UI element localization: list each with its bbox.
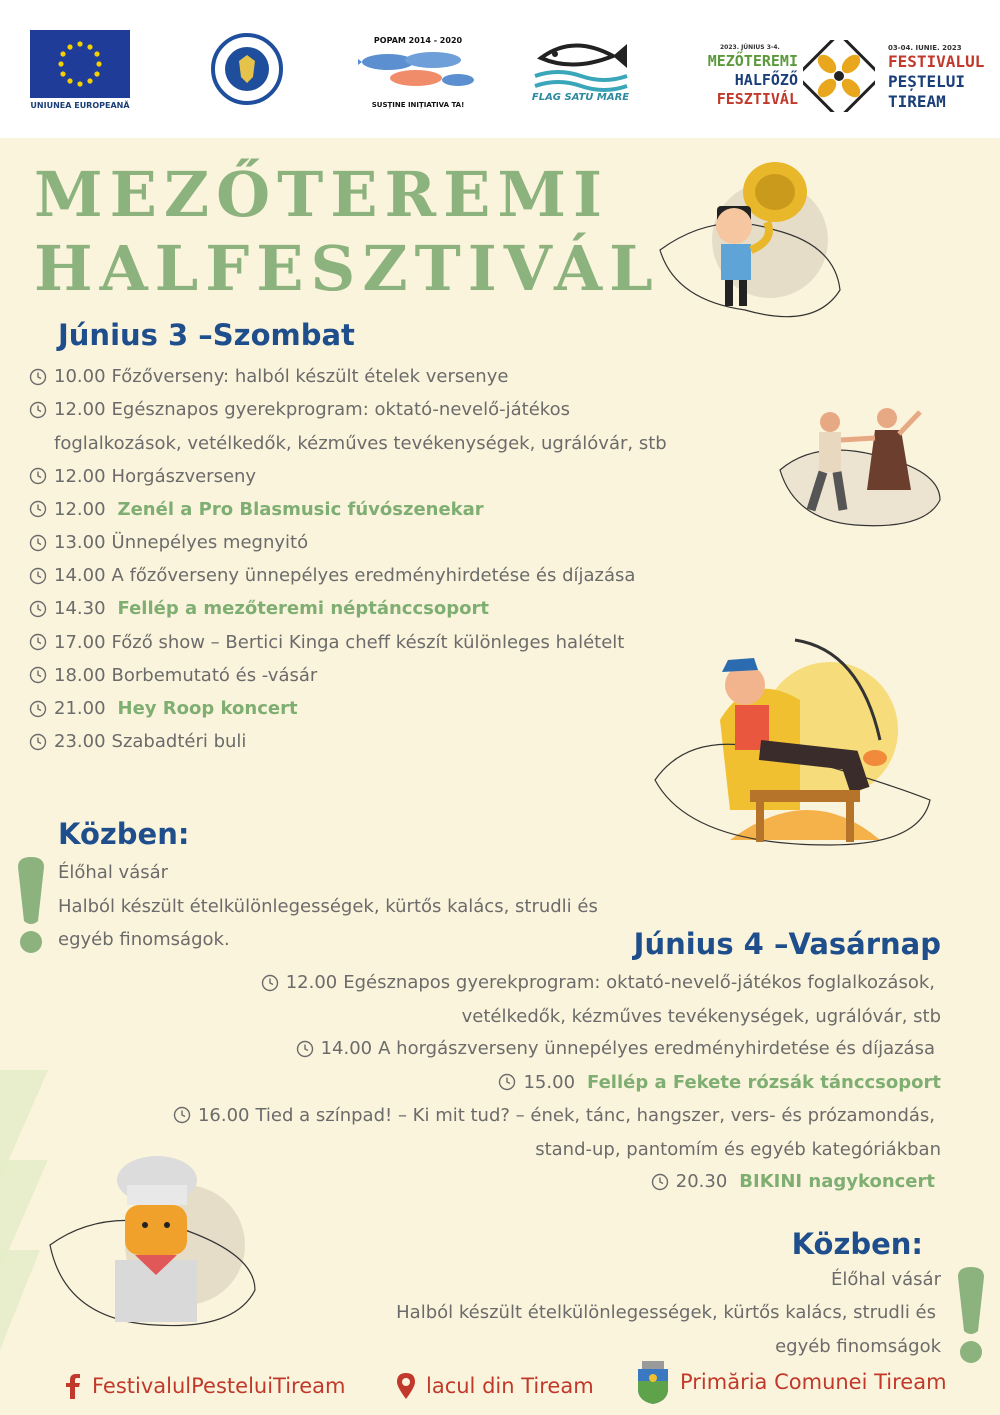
clock-icon xyxy=(173,1106,191,1124)
clock-icon xyxy=(261,974,279,992)
schedule-item xyxy=(29,493,484,526)
fest-ro-line-1: FESTIVALUL xyxy=(888,52,985,71)
schedule-time: 18.00 xyxy=(54,664,106,686)
schedule-time: 23.00 xyxy=(54,731,106,753)
schedule-time: 14.00 xyxy=(320,1038,373,1060)
meanwhile1-line-3: egyéb finomságok. xyxy=(58,929,230,950)
schedule-text: Horgászverseny xyxy=(111,465,257,487)
flag-fish-icon xyxy=(533,38,628,92)
schedule-time: 13.00 xyxy=(54,532,106,553)
schedule-text: Egésznapos gyerekprogram: oktató-nevelő-játékos foglalkozások, xyxy=(343,972,935,993)
clock-icon xyxy=(29,368,47,386)
schedule-highlight: BIKINI nagykoncert xyxy=(739,1171,935,1193)
clock-icon xyxy=(29,401,47,419)
schedule-text: A horgászverseny ünnepélyes eredményhirdetése és díjazása xyxy=(378,1038,935,1060)
schedule-highlight: Hey Roop koncert xyxy=(117,698,298,719)
location-pin-icon xyxy=(396,1372,416,1400)
schedule-item-continued: vetélkedők, kézműves tevékenységek, ugrálóvár, stb xyxy=(461,1006,941,1028)
schedule-text: Ünnepélyes megnyitó xyxy=(111,532,309,553)
schedule-item-continued: foglalkozások, vetélkedők, kézműves tevékenységek, ugrálóvár, stb xyxy=(54,433,667,455)
schedule-time: 12.00 xyxy=(54,399,106,421)
schedule-text: Egésznapos gyerekprogram: oktató-nevelő-játékos xyxy=(111,399,570,421)
location-label: lacul din Tiream xyxy=(426,1374,594,1398)
eu-flag-icon xyxy=(30,30,130,98)
facebook-label: FestivalulPesteluiTiream xyxy=(92,1374,346,1398)
schedule-item xyxy=(296,1032,941,1065)
schedule-time: 21.00 xyxy=(54,698,106,719)
schedule-time: 16.00 xyxy=(197,1104,250,1126)
schedule-time: 20.30 xyxy=(675,1171,728,1193)
schedule-highlight: Fellép a mezőteremi néptánccsoport xyxy=(117,598,489,620)
footer-location[interactable] xyxy=(396,1370,594,1402)
schedule-text: Főzőverseny: halból készült ételek versenye xyxy=(111,366,509,387)
fest-hu-line-2: HALFŐZŐ xyxy=(734,71,798,89)
fest-hu-line-3: FESZTIVÁL xyxy=(716,90,798,108)
schedule-time: 15.00 xyxy=(523,1071,576,1093)
schedule-highlight: Zenél a Pro Blasmusic fúvószenekar xyxy=(117,498,484,520)
footer-facebook[interactable] xyxy=(64,1370,345,1402)
clock-icon xyxy=(29,500,47,518)
fest-ro-small: 03-04. IUNIE. 2023 xyxy=(888,44,962,52)
schedule-text: Szabadtéri buli xyxy=(111,731,247,753)
schedule-text: Tied a színpad! – Ki mit tud? – ének, tánc, hangszer, vers- és prózamondás, xyxy=(255,1104,935,1126)
clock-icon xyxy=(29,600,47,618)
meanwhile1-heading: Közben: xyxy=(58,817,190,851)
schedule-item xyxy=(29,393,576,426)
clock-icon xyxy=(498,1073,516,1091)
schedule-item xyxy=(261,966,941,999)
page-title-line-1: MEZŐTEREMI xyxy=(34,158,609,231)
schedule-time: 14.00 xyxy=(54,565,106,587)
town-coat-of-arms-icon xyxy=(636,1359,670,1405)
schedule-time: 14.30 xyxy=(54,598,106,620)
schedule-item xyxy=(651,1165,935,1198)
exclamation-icon xyxy=(14,855,48,955)
schedule-item xyxy=(29,725,252,758)
meanwhile2-line-3: egyéb finomságok xyxy=(775,1336,941,1357)
exclamation-icon xyxy=(954,1265,988,1365)
schedule-item xyxy=(29,360,514,393)
day2-heading: Június 4 –Vasárnap xyxy=(633,927,941,961)
clock-icon xyxy=(29,700,47,718)
schedule-time: 17.00 xyxy=(54,631,106,653)
footer-town[interactable] xyxy=(636,1358,947,1406)
day1-heading: Június 3 –Szombat xyxy=(58,318,355,352)
tuba-player-illustration xyxy=(655,150,855,325)
page-title-line-2: HALFESZTIVÁL xyxy=(34,232,660,305)
meanwhile2-line-1: Élőhal vásár xyxy=(830,1269,941,1290)
clock-icon xyxy=(29,467,47,485)
fest-hu-line-1: MEZŐTEREMI xyxy=(707,52,798,70)
schedule-time: 12.00 xyxy=(54,465,106,487)
flag-label: FLAG SATU MARE xyxy=(531,92,630,103)
schedule-item xyxy=(498,1066,941,1099)
schedule-text: Borbemutató és -vásár xyxy=(111,664,318,686)
fest-ro-line-2: PEȘTELUI xyxy=(888,72,966,91)
chef-illustration xyxy=(45,1150,265,1340)
schedule-time: 10.00 xyxy=(54,366,106,387)
fest-ro-line-3: TIREAM xyxy=(888,92,946,111)
schedule-highlight: Fellép a Fekete rózsák tánccsoport xyxy=(587,1071,941,1093)
schedule-item xyxy=(29,526,314,559)
facebook-icon xyxy=(64,1373,82,1399)
schedule-item xyxy=(173,1099,941,1132)
eu-label: UNIUNEA EUROPEANĂ xyxy=(30,101,130,110)
schedule-text: Főző show – Bertici Kinga cheff készít különleges halételt xyxy=(111,631,625,653)
clock-icon xyxy=(29,666,47,684)
schedule-text: A főzőverseny ünnepélyes eredményhirdetése és díjazása xyxy=(111,565,636,587)
schedule-item xyxy=(29,692,298,725)
schedule-time: 12.00 xyxy=(285,972,338,993)
clock-icon xyxy=(651,1173,669,1191)
meanwhile2-heading: Közben: xyxy=(791,1227,923,1261)
popam-top-label: POPAM 2014 - 2020 xyxy=(373,36,463,45)
town-label: Primăria Comunei Tiream xyxy=(680,1370,947,1394)
dancers-illustration xyxy=(775,400,950,535)
clock-icon xyxy=(29,534,47,552)
popam-bottom-label: SUSȚINE INIȚIATIVA TA! xyxy=(371,101,465,109)
fisherman-illustration xyxy=(650,630,940,860)
festival-emblem-icon xyxy=(803,40,875,112)
schedule-item xyxy=(29,460,262,493)
schedule-item xyxy=(29,559,641,592)
government-seal-icon xyxy=(210,33,284,105)
schedule-item xyxy=(29,626,630,659)
clock-icon xyxy=(296,1040,314,1058)
schedule-item xyxy=(29,659,323,692)
meanwhile2-line-2: Halból készült ételkülönlegességek, kürtős kalács, strudli és xyxy=(396,1302,936,1323)
schedule-item xyxy=(29,592,489,625)
clock-icon xyxy=(29,633,47,651)
schedule-item-continued: stand-up, pantomím és egyéb kategóriákban xyxy=(535,1139,941,1160)
clock-icon xyxy=(29,733,47,751)
meanwhile1-line-2: Halból készült ételkülönlegességek, kürtős kalács, strudli és xyxy=(58,896,598,917)
logo-bar xyxy=(0,0,1000,138)
clock-icon xyxy=(29,567,47,585)
fest-hu-small: 2023. JÚNIUS 3-4. xyxy=(720,44,780,51)
schedule-time: 12.00 xyxy=(54,498,106,520)
popam-fish-icon xyxy=(358,46,478,94)
meanwhile1-line-1: Élőhal vásár xyxy=(58,862,169,883)
